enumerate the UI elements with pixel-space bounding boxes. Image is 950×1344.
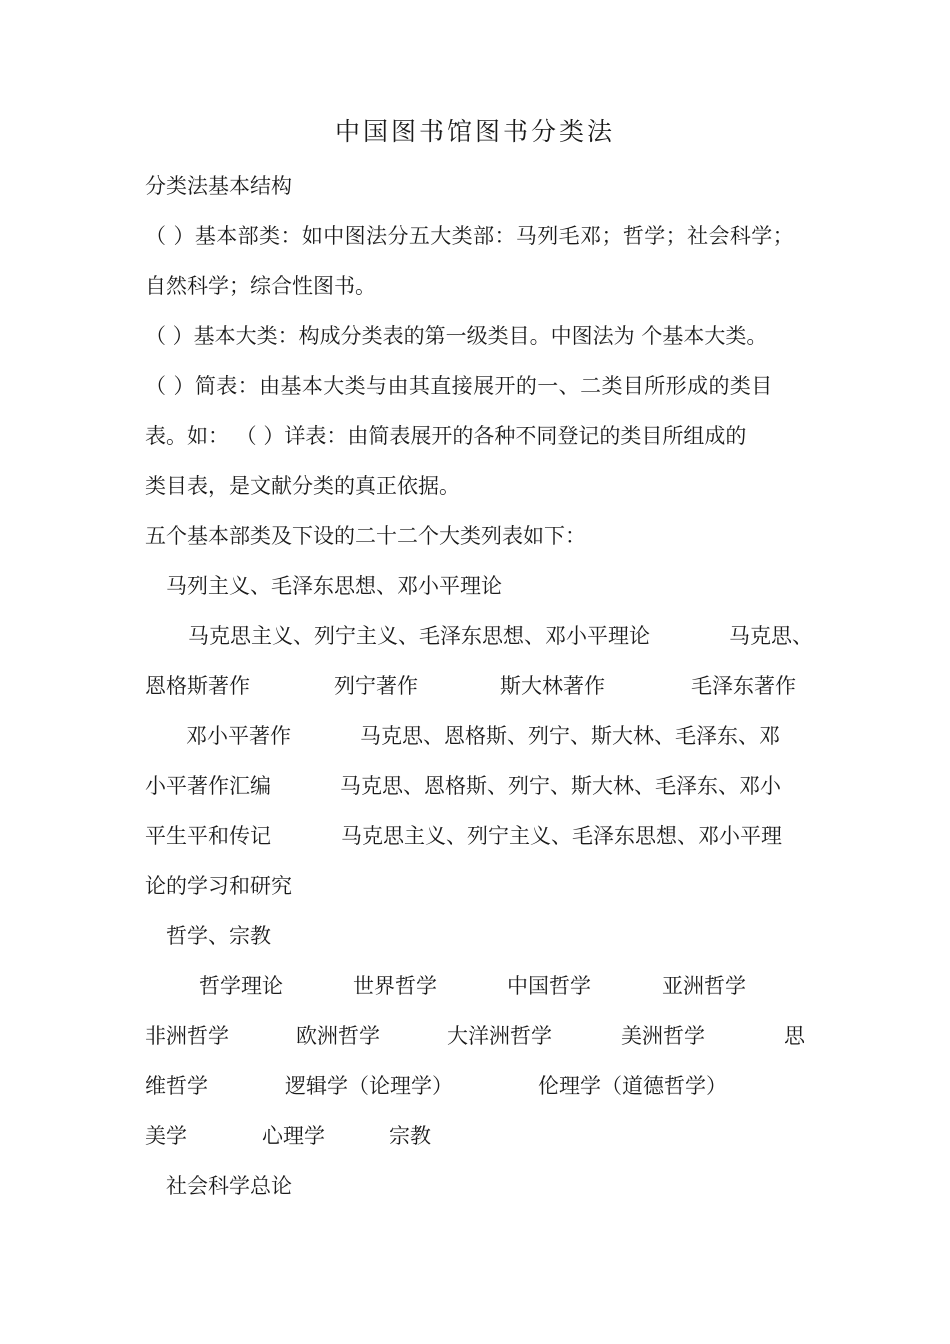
text-line: 马克思主义、列宁主义、毛泽东思想、邓小平理论 [188, 624, 650, 648]
text-line: 欧洲哲学 [296, 1024, 380, 1048]
text-line: 中国哲学 [507, 974, 591, 998]
text-line: 美学 [145, 1124, 187, 1148]
text-line: 世界哲学 [353, 974, 437, 998]
text-line: 心理学 [262, 1124, 325, 1148]
text-line: 伦理学（道德哲学） [538, 1074, 727, 1098]
text-line: 类目表，是文献分类的真正依据。 [145, 474, 460, 498]
document-title: 中国图书馆图书分类法 [334, 117, 615, 146]
text-line: 毛泽东著作 [691, 674, 796, 698]
text-line: （ ）基本部类：如中图法分五大类部：马列毛邓；哲学；社会科学； [145, 224, 795, 248]
text-line: 哲学理论 [199, 974, 283, 998]
text-line: 论的学习和研究 [145, 874, 292, 898]
text-line: 平生平和传记 [145, 824, 271, 848]
text-line: 马克思、恩格斯、列宁、斯大林、毛泽东、邓 [360, 724, 780, 748]
text-line: 邓小平著作 [186, 724, 291, 748]
text-line: （ ）基本大类：构成分类表的第一级类目。中图法为 个基本大类。 [145, 324, 768, 348]
text-line: 自然科学；综合性图书。 [145, 274, 376, 298]
text-line: 亚洲哲学 [662, 974, 746, 998]
text-line: 表。如： （ ）详表：由简表展开的各种不同登记的类目所组成的 [145, 424, 747, 448]
text-line: 恩格斯著作 [145, 674, 250, 698]
text-line: 斯大林著作 [500, 674, 605, 698]
section-heading: 社会科学总论 [166, 1174, 292, 1198]
section-heading: 马列主义、毛泽东思想、邓小平理论 [166, 574, 502, 598]
text-line: 马克思主义、列宁主义、毛泽东思想、邓小平理 [341, 824, 782, 848]
text-line: 非洲哲学 [145, 1024, 229, 1048]
text-line: 小平著作汇编 [145, 774, 271, 798]
section-heading: 哲学、宗教 [166, 924, 271, 948]
text-line: 马克思、恩格斯、列宁、斯大林、毛泽东、邓小 [340, 774, 781, 798]
text-line: 大洋洲哲学 [447, 1024, 552, 1048]
text-line: 逻辑学（论理学） [285, 1074, 453, 1098]
text-line: 列宁著作 [334, 674, 418, 698]
text-line: 分类法基本结构 [145, 174, 292, 198]
text-line: 思 [784, 1024, 805, 1048]
text-line: （ ）简表：由基本大类与由其直接展开的一、二类目所形成的类目 [145, 374, 773, 398]
text-line: 宗教 [389, 1124, 431, 1148]
text-line: 美洲哲学 [621, 1024, 705, 1048]
text-line: 马克思、 [729, 624, 813, 648]
text-line: 五个基本部类及下设的二十二个大类列表如下： [145, 524, 586, 548]
text-line: 维哲学 [145, 1074, 208, 1098]
